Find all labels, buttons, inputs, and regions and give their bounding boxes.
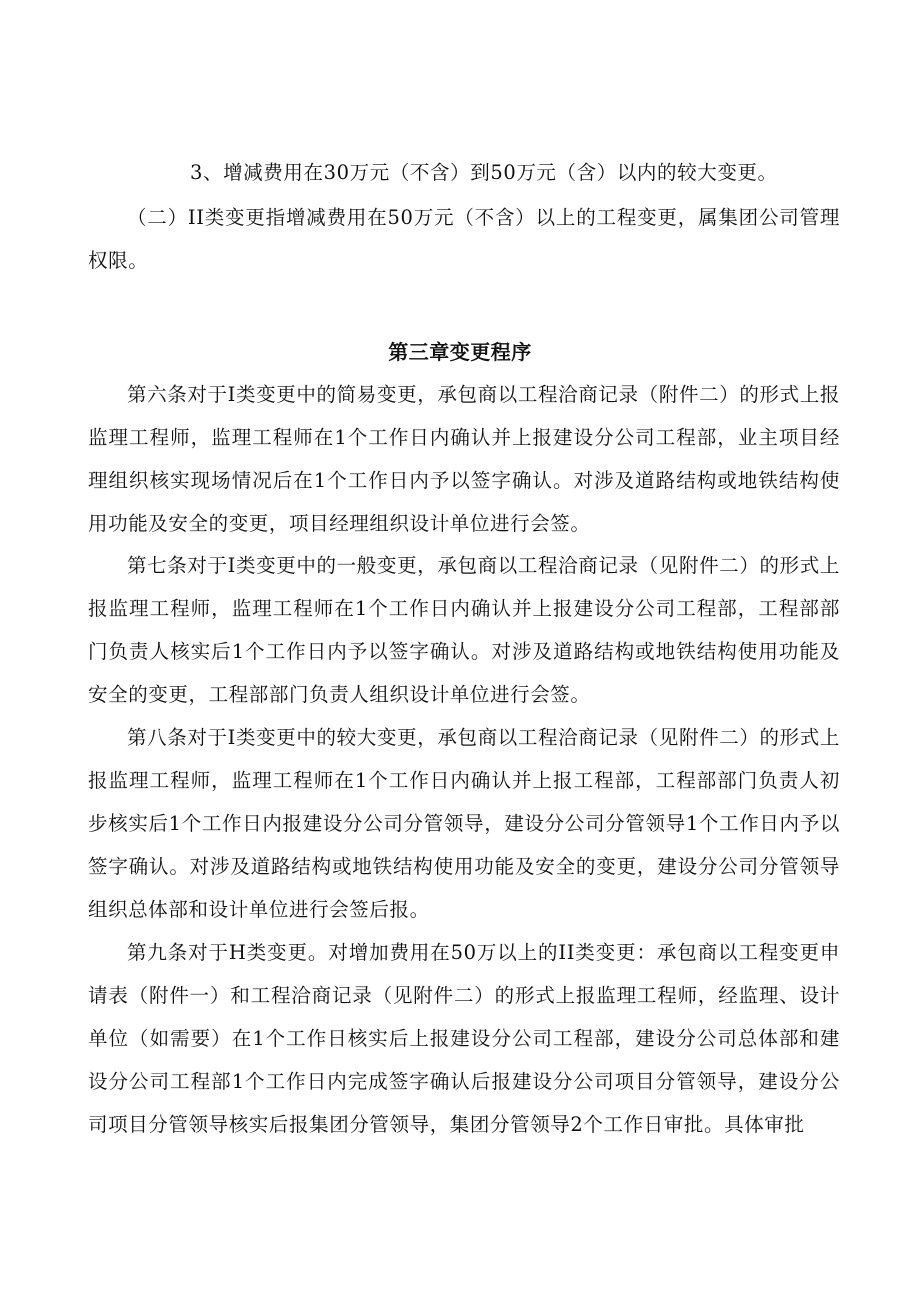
- article-7-paragraph: 第七条对于I类变更中的一般变更，承包商以工程洽商记录（见附件二）的形式上报监理工程师，监理工程师在1个工作日内确认并上报建设分公司工程部，工程部部门负责人核实后1个工作日内予以签字确认。对涉及道路结构或地铁结构使用功能及安全的变更，工程部部门负责人组织设计单位进行会签。: [88, 554, 840, 706]
- item-3-paragraph: 3、增减费用在30万元（不含）到50万元（含）以内的较大变更。: [190, 161, 778, 184]
- article-9-paragraph: 第九条对于H类变更。对增加费用在50万以上的II类变更：承包商以工程变更申请表（附件一）和工程洽商记录（见附件二）的形式上报监理工程师，经监理、设计单位（如需要）在1个工作日核实后上报建设分公司工程部，建设分公司总体部和建设分公司工程部1个工作日内完成签字确认后报建设分公司项目分管领导，建设分公司项目分管领导核实后报集团分管领导，集团分管领导2个工作日审批。具体审批: [88, 941, 840, 1136]
- article-6-paragraph: 第六条对于I类变更中的简易变更，承包商以工程洽商记录（附件二）的形式上报监理工程师，监理工程师在1个工作日内确认并上报建设分公司工程部，业主项目经理组织核实现场情况后在1个工作日内予以签字确认。对涉及道路结构或地铁结构使用功能及安全的变更，项目经理组织设计单位进行会签。: [88, 383, 840, 535]
- article-8-paragraph: 第八条对于I类变更中的较大变更，承包商以工程洽商记录（见附件二）的形式上报监理工程师，监理工程师在1个工作日内确认并上报工程部，工程部部门负责人初步核实后1个工作日内报建设分公司分管领导，建设分公司分管领导1个工作日内予以签字确认。对涉及道路结构或地铁结构使用功能及安全的变更，建设分公司分管领导组织总体部和设计单位进行会签后报。: [88, 726, 840, 921]
- section-2-paragraph: （二）II类变更指增减费用在50万元（不含）以上的工程变更，属集团公司管理权限。: [88, 206, 840, 272]
- chapter-title: 第三章变更程序: [388, 340, 532, 364]
